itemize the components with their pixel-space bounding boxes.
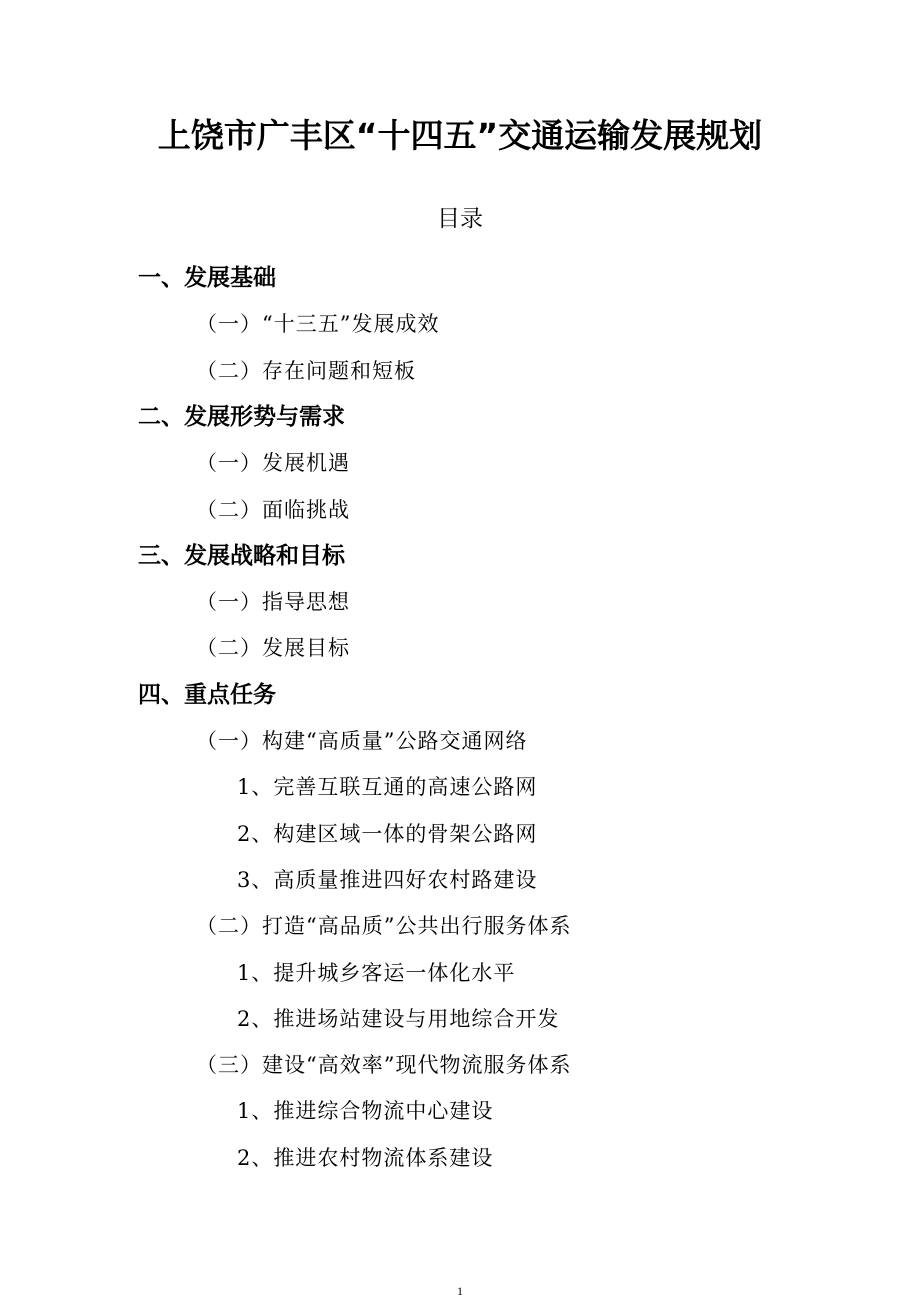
toc-item[interactable]: 1、完善互联互通的高速公路网 [237, 775, 538, 799]
toc-item[interactable]: 1、推进综合物流中心建设 [237, 1099, 494, 1123]
toc-item[interactable]: 3、高质量推进四好农村路建设 [237, 868, 538, 892]
page-number: 1 [457, 1284, 463, 1298]
toc-subsection[interactable]: （一）指导思想 [196, 590, 350, 614]
toc-section-heading[interactable]: 二、发展形势与需求 [138, 404, 345, 430]
toc-subsection[interactable]: （二）面临挑战 [196, 498, 350, 522]
document-title: 上饶市广丰区“十四五”交通运输发展规划 [157, 116, 763, 155]
toc-item[interactable]: 1、提升城乡客运一体化水平 [237, 961, 516, 985]
toc-subsection[interactable]: （二）存在问题和短板 [196, 359, 416, 383]
toc-section-heading[interactable]: 一、发展基础 [138, 265, 276, 291]
toc-subsection[interactable]: （三）建设“高效率”现代物流服务体系 [196, 1053, 572, 1077]
toc-heading: 目录 [437, 206, 483, 232]
toc-subsection[interactable]: （二）打造“高品质”公共出行服务体系 [196, 914, 572, 938]
toc-item[interactable]: 2、构建区域一体的骨架公路网 [237, 822, 538, 846]
toc-subsection[interactable]: （一）构建“高质量”公路交通网络 [196, 729, 528, 753]
toc-subsection[interactable]: （二）发展目标 [196, 636, 350, 660]
toc-subsection[interactable]: （一）发展机遇 [196, 451, 350, 475]
toc-subsection[interactable]: （一）“十三五”发展成效 [196, 312, 440, 336]
toc-item[interactable]: 2、推进场站建设与用地综合开发 [237, 1007, 560, 1031]
toc-item[interactable]: 2、推进农村物流体系建设 [237, 1146, 494, 1170]
toc-section-heading[interactable]: 四、重点任务 [138, 682, 276, 708]
toc-section-heading[interactable]: 三、发展战略和目标 [138, 543, 345, 569]
